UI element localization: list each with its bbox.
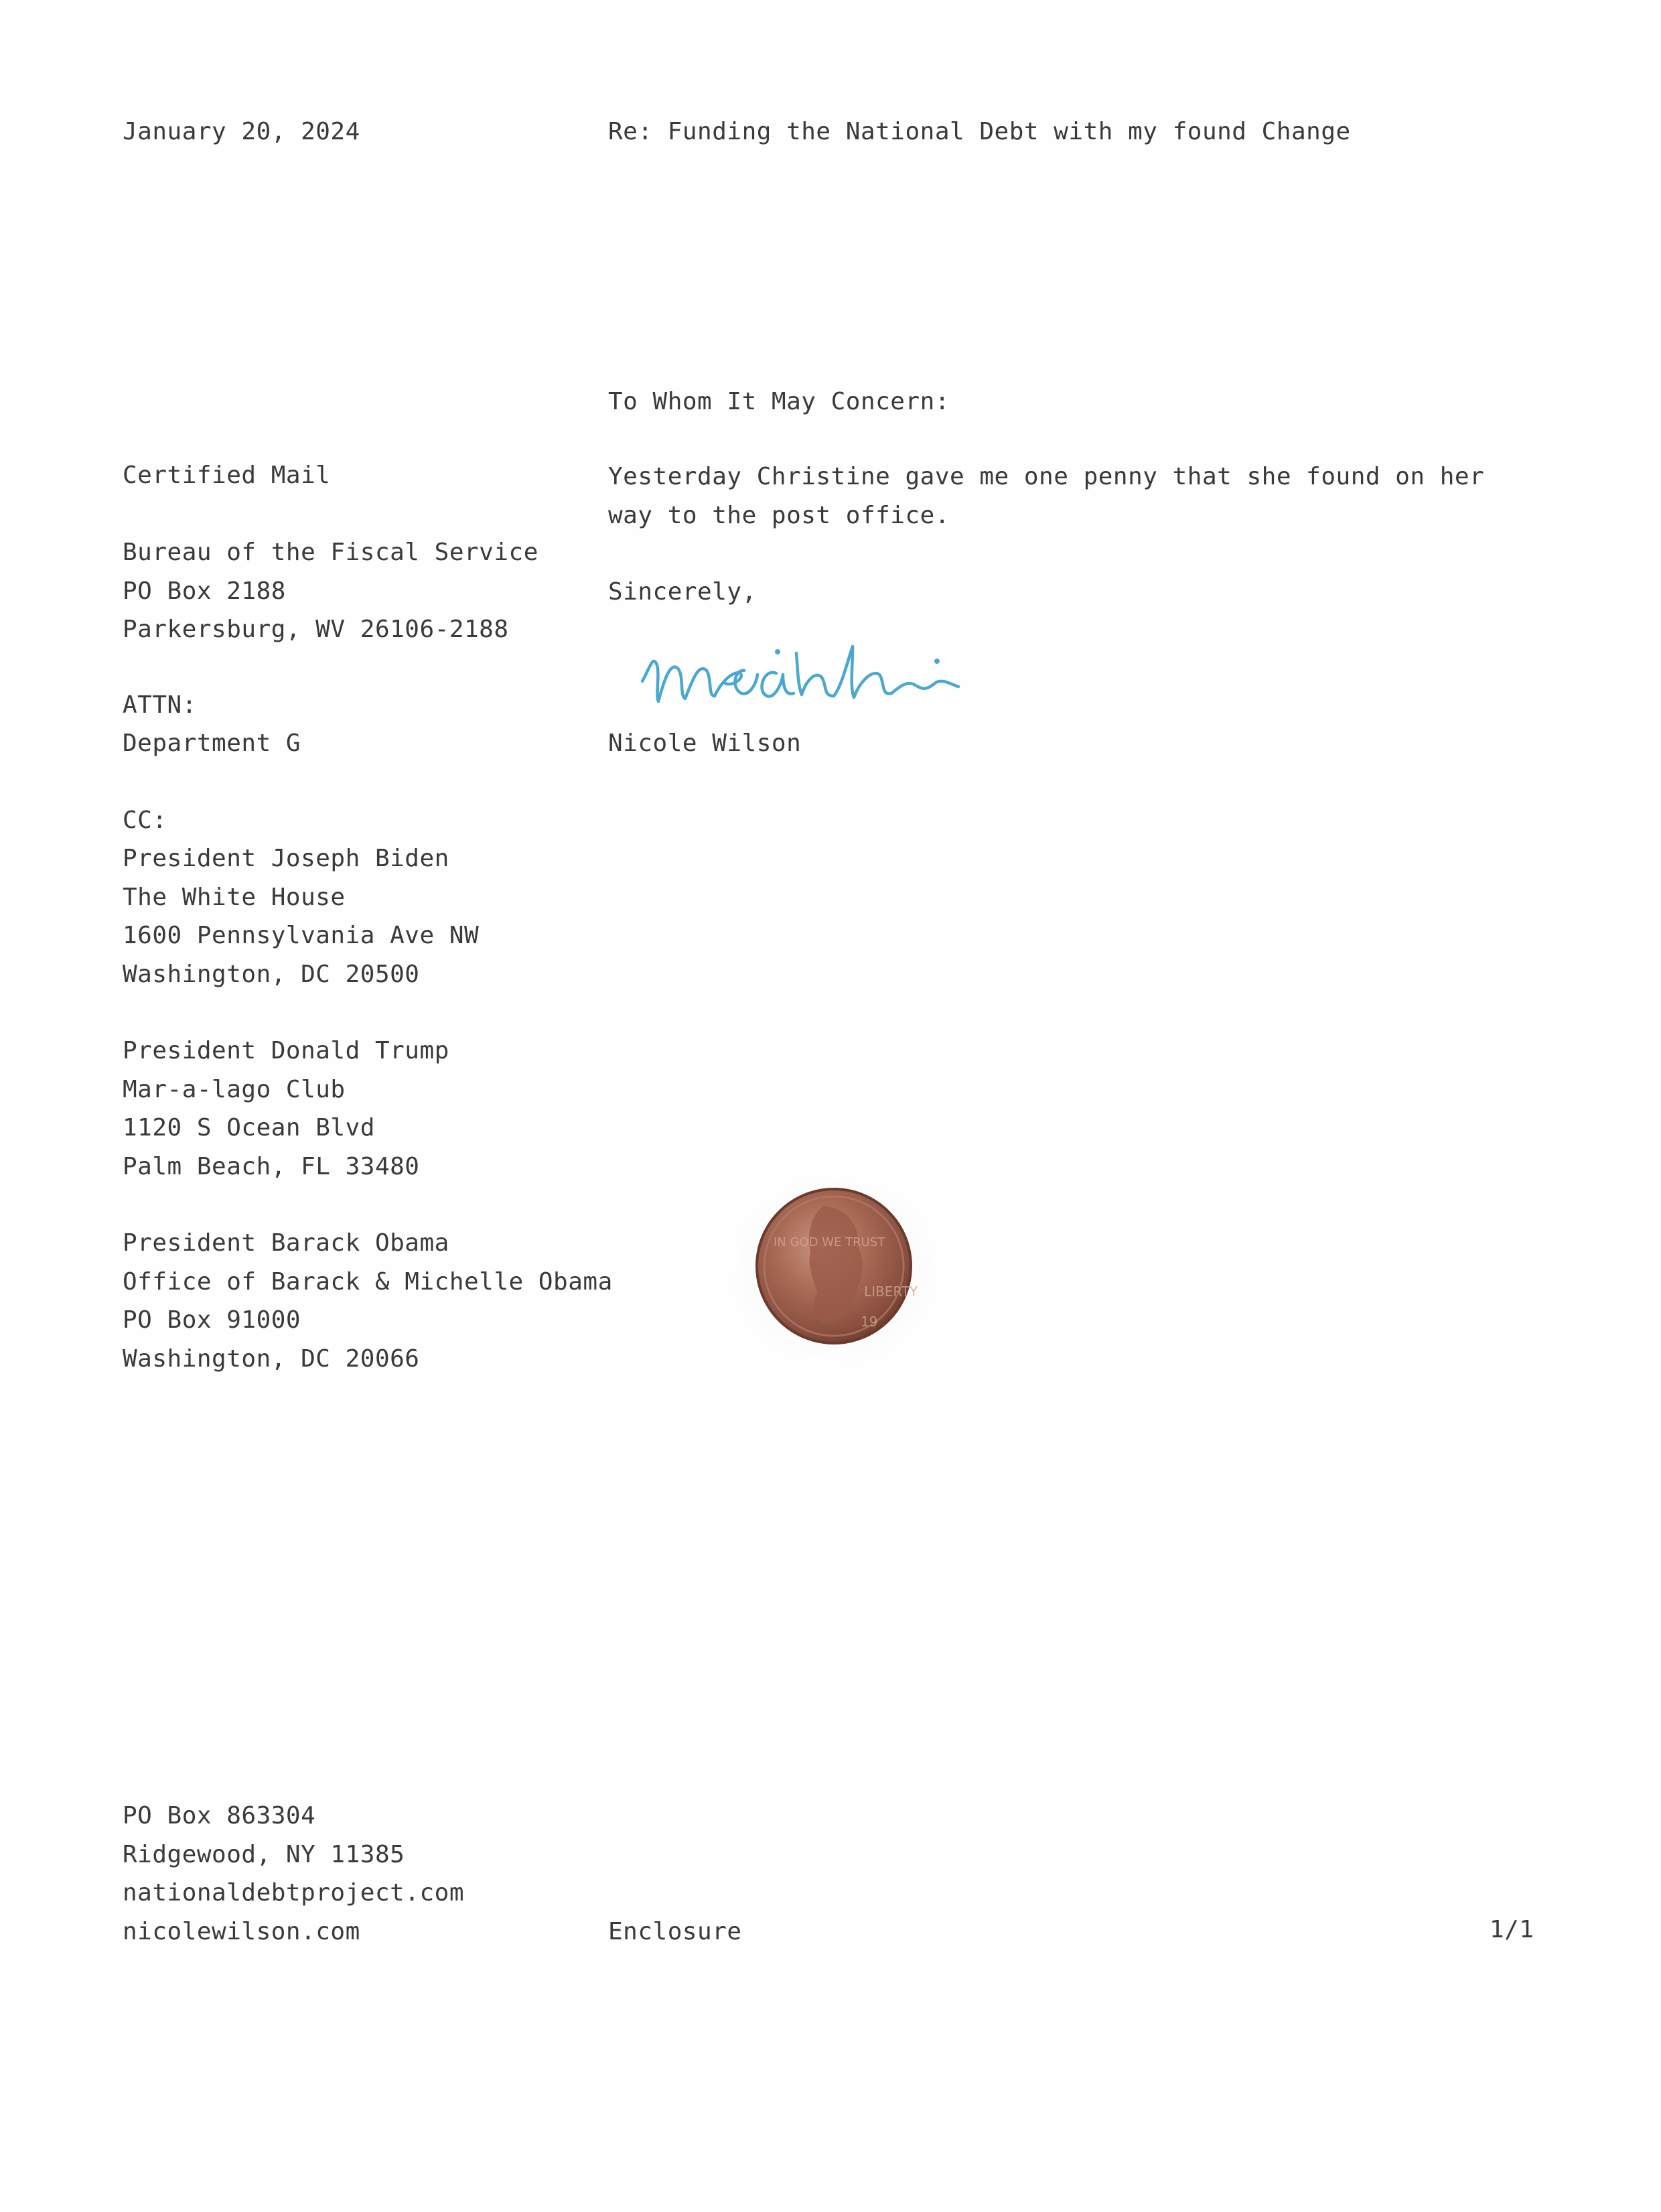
recipient-line: Bureau of the Fiscal Service xyxy=(123,539,538,566)
cc-line: PO Box 91000 xyxy=(123,1306,301,1334)
recipient-line: Parkersburg, WV 26106-2188 xyxy=(123,616,509,643)
cc-line: President Joseph Biden xyxy=(123,845,449,872)
cc-recipient xyxy=(123,839,479,993)
enclosure-label: Enclosure xyxy=(608,1918,742,1945)
cc-line: Mar-a-lago Club xyxy=(123,1075,346,1103)
recipient-line: PO Box 2188 xyxy=(123,577,286,605)
signature-image xyxy=(633,626,981,720)
cc-line: Washington, DC 20500 xyxy=(123,960,420,988)
cc-label: CC: xyxy=(123,807,167,834)
svg-text:19: 19 xyxy=(861,1314,878,1330)
signer-name: Nicole Wilson xyxy=(608,730,802,757)
attn-label: ATTN: xyxy=(123,691,197,719)
cc-line: Office of Barack & Michelle Obama xyxy=(123,1267,613,1296)
svg-text:LIBERTY: LIBERTY xyxy=(864,1284,918,1300)
letter-date: January 20, 2024 xyxy=(123,118,360,145)
letter-subject: Re: Funding the National Debt with my found Change xyxy=(608,118,1351,145)
penny-coin-image xyxy=(723,1152,944,1373)
sender-address xyxy=(123,1797,464,1951)
cc-line: Washington, DC 20066 xyxy=(123,1344,420,1373)
attn-department: Department G xyxy=(123,730,301,757)
cc-line: Palm Beach, FL 33480 xyxy=(123,1152,420,1180)
svg-text:IN GOD WE TRUST: IN GOD WE TRUST xyxy=(774,1235,885,1249)
sender-line: Ridgewood, NY 11385 xyxy=(123,1840,405,1868)
mail-type: Certified Mail xyxy=(123,462,331,489)
sender-line: nicolewilson.com xyxy=(123,1917,360,1945)
cc-line: 1120 S Ocean Blvd xyxy=(123,1114,375,1142)
cc-recipient xyxy=(123,1224,613,1378)
recipient-address xyxy=(123,533,538,649)
letter-body: Yesterday Christine gave me one penny that she found on her way to the post office. xyxy=(608,463,1485,529)
salutation: To Whom It May Concern: xyxy=(608,388,950,415)
cc-recipient xyxy=(123,1032,449,1186)
cc-line: President Barack Obama xyxy=(123,1229,449,1257)
cc-line: President Donald Trump xyxy=(123,1037,449,1064)
cc-line: The White House xyxy=(123,883,346,911)
closing: Sincerely, xyxy=(608,578,757,606)
page-number: 1/1 xyxy=(1490,1916,1534,1943)
sender-line: nationaldebtproject.com xyxy=(123,1879,464,1907)
sender-line: PO Box 863304 xyxy=(123,1802,316,1829)
cc-line: 1600 Pennsylvania Ave NW xyxy=(123,922,480,949)
